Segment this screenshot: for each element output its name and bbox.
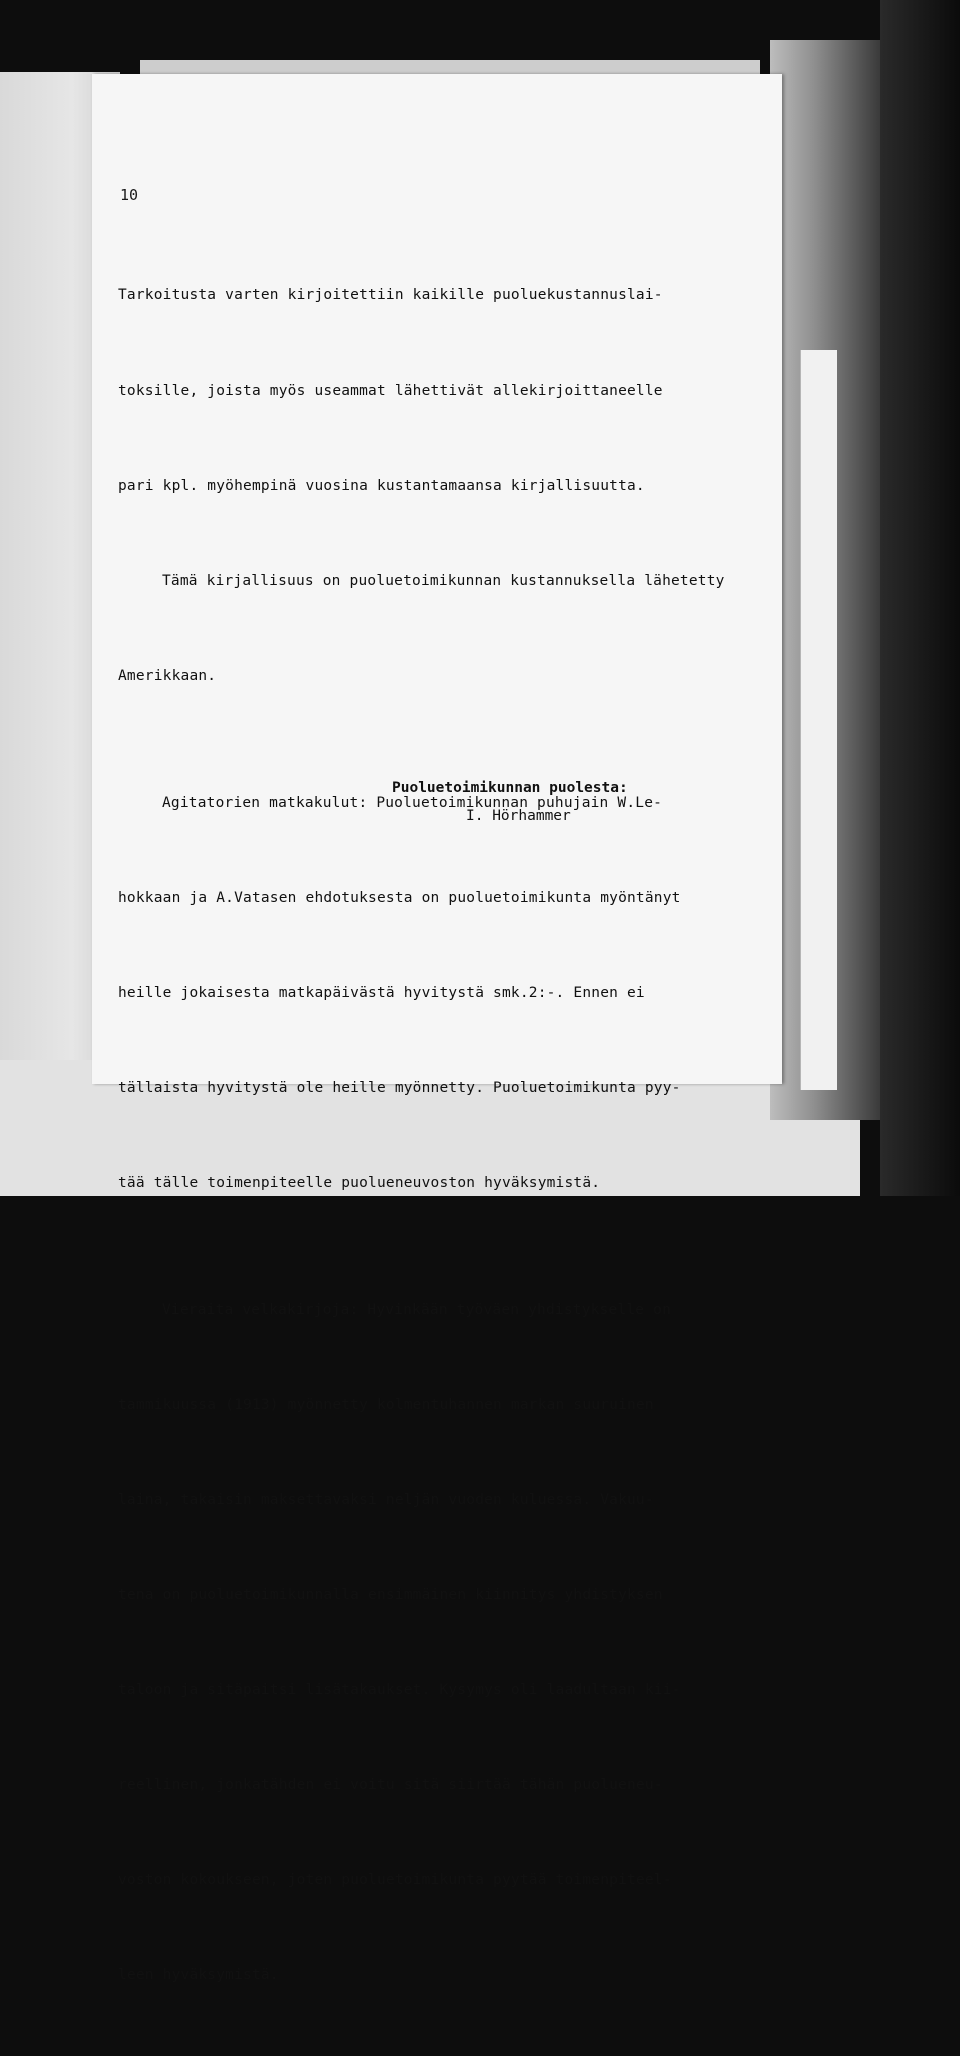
text-line: Tarkoitusta varten kirjoitettiin kaikille puoluekustannuslai-	[118, 287, 663, 304]
text-line: voston kokoukseen, joten puoluetoimikunta pyytää toimenpiteel-	[118, 1872, 672, 1889]
text-line: taloon ja sitäpaitsi lisätakaukset. Kysymys oli laadultaan kii-	[118, 1682, 681, 1699]
text-line: hokkaan ja A.Vatasen ehdotuksesta on puoluetoimikunta myöntänyt	[118, 889, 681, 906]
signature-name: I. Hörhammer	[466, 808, 571, 824]
signature-block	[392, 774, 772, 830]
underlying-sheet	[800, 350, 837, 1090]
right-dark-edge	[880, 0, 960, 1196]
text-line: tena on puoluetoimikunnalla ensimmäinen kiinnitys yhdistyksen	[118, 1587, 663, 1604]
text-line: heille jokaisesta matkapäivästä hyvitystä smk.2:-. Ennen ei	[118, 984, 645, 1001]
body-text	[118, 217, 728, 2056]
text-line: laina, takaisin maksettavaksi neljän vuoden kuluessa. Vakuu-	[118, 1491, 654, 1508]
text-line: Tämä kirjallisuus on puoluetoimikunnan kustannuksella lähetetty	[162, 572, 725, 589]
text-line: reellinen, jonkatähden ei voitu sitä siirtää tähän puolueneu-	[118, 1777, 663, 1794]
text-line: tää tälle toimenpiteelle puolueneuvoston hyväksymistä.	[118, 1174, 601, 1191]
text-line: toksille, joista myös useammat lähettivät allekirjoittaneelle	[118, 382, 663, 399]
signature-on-behalf: Puoluetoimikunnan puolesta:	[392, 780, 628, 796]
text-line: Amerikkaan.	[118, 667, 217, 684]
text-line: tällaista hyvitystä ole heille myönnetty. Puoluetoimikunta pyy-	[118, 1079, 681, 1096]
text-line: tammikuussa (1913) myönnetty kolmentuhannen markan suuruinen	[118, 1396, 654, 1413]
text-line: pari kpl. myöhempinä vuosina kustantamaansa kirjallisuutta.	[118, 477, 645, 494]
page-number: 10	[120, 186, 139, 204]
document-page	[92, 74, 782, 1984]
text-line: Agitatorien matkakulut: Puoluetoimikunnan puhujain W.Le-	[162, 794, 663, 811]
text-line: Vieraita velkakirjoja: Hyvinkään työväen yhdistykselle on	[162, 1301, 671, 1318]
text-line: leen hyväksymistä.	[118, 1967, 279, 1984]
